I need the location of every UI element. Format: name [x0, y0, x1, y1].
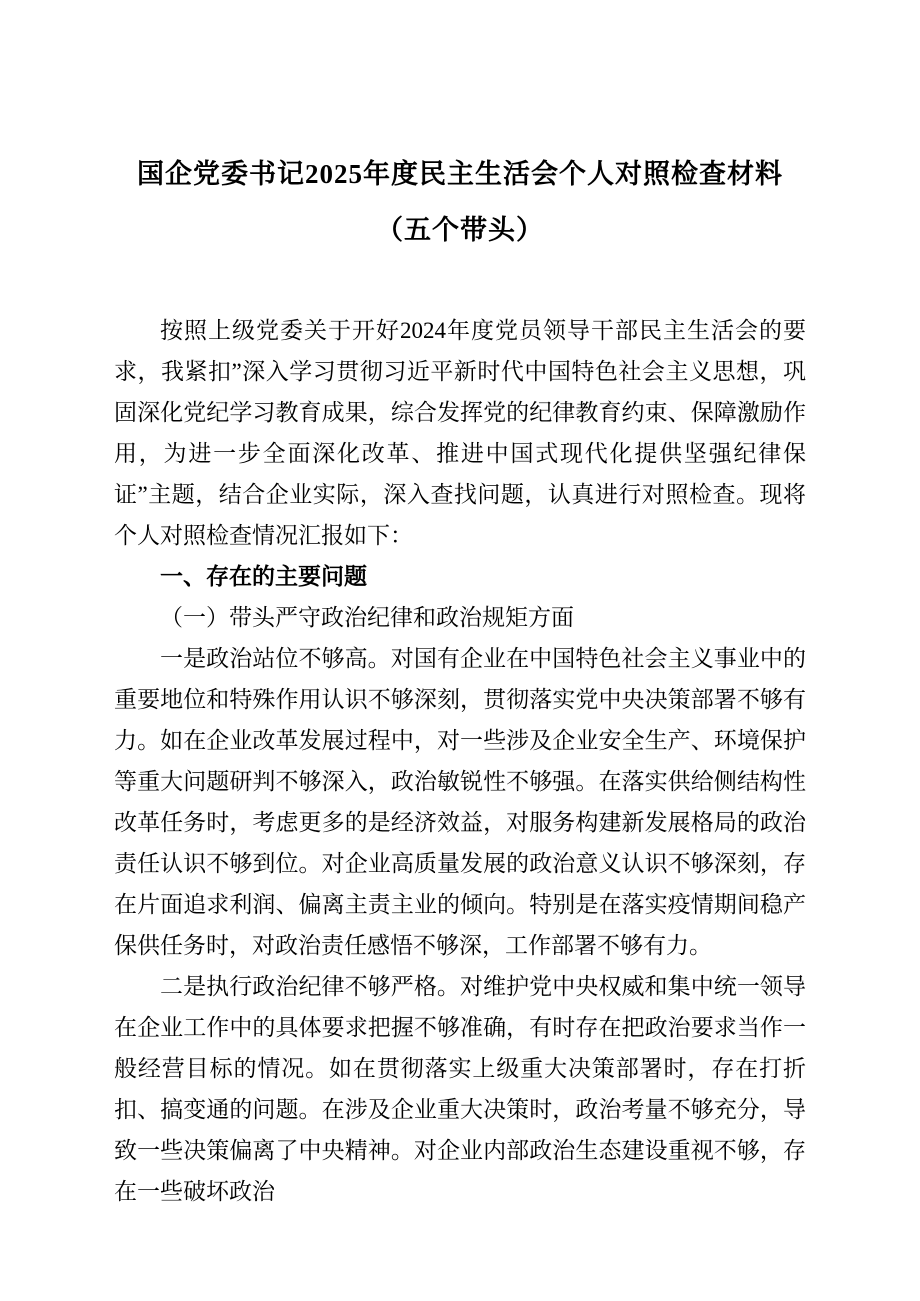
paragraph: 一是政治站位不够高。对国有企业在中国特色社会主义事业中的重要地位和特殊作用认识不够深刻，贯彻落实党中央决策部署不够有力。如在企业改革发展过程中，对一些涉及企业安全生产、环境保护等重大问题研判不够深入，政治敏锐性不够强。在落实供给侧结构性改革任务时，考虑更多的是经济效益，对服务构建新发展格局的政治责任认识不够到位。对企业高质量发展的政治意义认识不够深刻，存在片面追求利润、偏离主责主业的倾向。特别是在落实疫情期间稳产保供任务时，对政治责任感悟不够深，工作部署不够有力。 — [114, 646, 806, 958]
document-title: 国企党委书记2025年度民主生活会个人对照检查材料（五个带头） — [137, 159, 783, 245]
section-heading2: （一）带头严守政治纪律和政治规矩方面 — [160, 605, 574, 630]
paragraph: 二是执行政治纪律不够严格。对维护党中央权威和集中统一领导在企业工作中的具体要求把握不够准确，有时存在把政治要求当作一般经营目标的情况。如在贯彻落实上级重大决策部署时，存在打折扣、搞变通的问题。在涉及企业重大决策时，政治考量不够充分，导致一些决策偏离了中央精神。对企业内部政治生态建设重视不够，存在一些破坏政治 — [114, 974, 806, 1204]
section-heading1: 一、存在的主要问题 — [160, 564, 367, 589]
paragraph: 按照上级党委关于开好2024年度党员领导干部民主生活会的要求，我紧扣”深入学习贯彻习近平新时代中国特色社会主义思想，巩固深化党纪学习教育成果，综合发挥党的纪律教育约束、保障激励作用，为进一步全面深化改革、推进中国式现代化提供坚强纪律保证”主题，结合企业实际，深入查找问题，认真进行对照检查。现将个人对照检查情况汇报如下： — [114, 318, 806, 548]
document-body — [114, 310, 806, 1212]
